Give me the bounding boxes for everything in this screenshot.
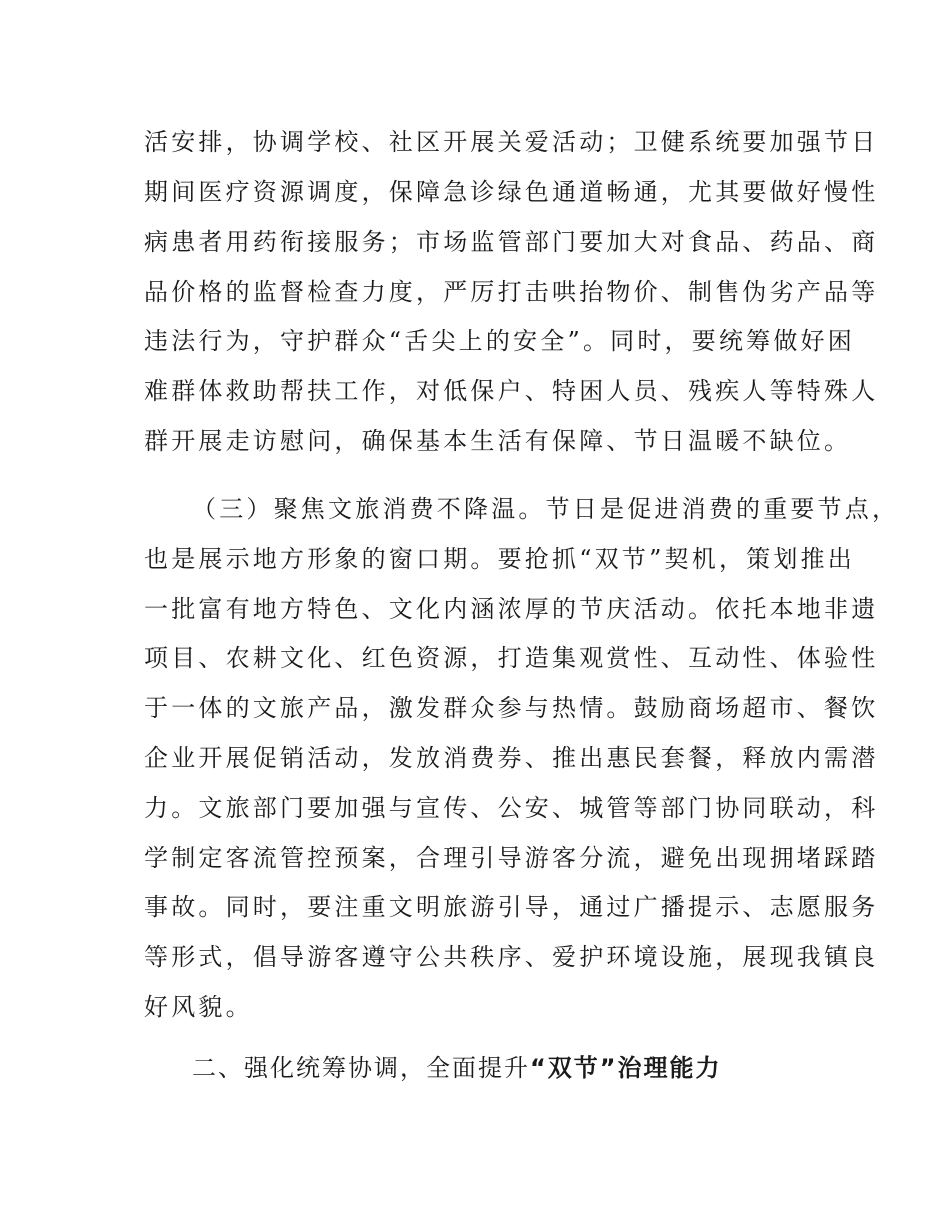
paragraph-1-line-5: 违法行为，守护群众“舌尖上的安全”。同时，要统筹做好困: [144, 327, 855, 355]
paragraph-2-line-11: 好风貌。: [144, 993, 253, 1021]
paragraph-2-line-5: 于一体的文旅产品，激发群众参与热情。鼓励商场超市、餐饮: [144, 694, 879, 722]
paragraph-1-line-3: 病患者用药衔接服务；市场监管部门要加大对食品、药品、商: [144, 228, 879, 256]
paragraph-2-line-6: 企业开展促销活动，发放消费券、推出惠民套餐，释放内需潜: [144, 744, 879, 772]
paragraph-2-line-1: （三）聚焦文旅消费不降温。节日是促进消费的重要节点，: [192, 495, 900, 523]
paragraph-2-line-10: 等形式，倡导游客遵守公共秩序、爱护环境设施，展现我镇良: [144, 943, 879, 971]
paragraph-1-line-6: 难群体救助帮扶工作，对低保户、特困人员、残疾人等特殊人: [144, 377, 879, 405]
section-heading-emphasis: “双节”治理能力: [530, 1054, 722, 1082]
paragraph-1-line-4: 品价格的监督检查力度，严厉打击哄抬物价、制售伪劣产品等: [144, 278, 879, 306]
paragraph-2-line-4: 项目、农耕文化、红色资源，打造集观赏性、互动性、体验性: [144, 644, 879, 672]
paragraph-1-line-7: 群开展走访慰问，确保基本生活有保障、节日温暖不缺位。: [144, 427, 852, 455]
paragraph-1-line-2: 期间医疗资源调度，保障急诊绿色通道畅通，尤其要做好慢性: [144, 178, 879, 206]
paragraph-2-line-2: 也是展示地方形象的窗口期。要抢抓“双节”契机，策划推出: [144, 545, 855, 573]
paragraph-2-line-9: 事故。同时，要注重文明旅游引导，通过广播提示、志愿服务: [144, 893, 879, 921]
paragraph-2-line-7: 力。文旅部门要加强与宣传、公安、城管等部门协同联动，科: [144, 794, 879, 822]
paragraph-2-line-3: 一批富有地方特色、文化内涵浓厚的节庆活动。依托本地非遗: [144, 595, 879, 623]
paragraph-1-line-1: 活安排，协调学校、社区开展关爱活动；卫健系统要加强节日: [144, 128, 879, 156]
section-heading: [192, 1053, 722, 1083]
paragraph-2-line-8: 学制定客流管控预案，合理引导游客分流，避免出现拥堵踩踏: [144, 844, 879, 872]
section-heading-prefix: 二、强化统筹协调，全面提升: [192, 1054, 530, 1082]
